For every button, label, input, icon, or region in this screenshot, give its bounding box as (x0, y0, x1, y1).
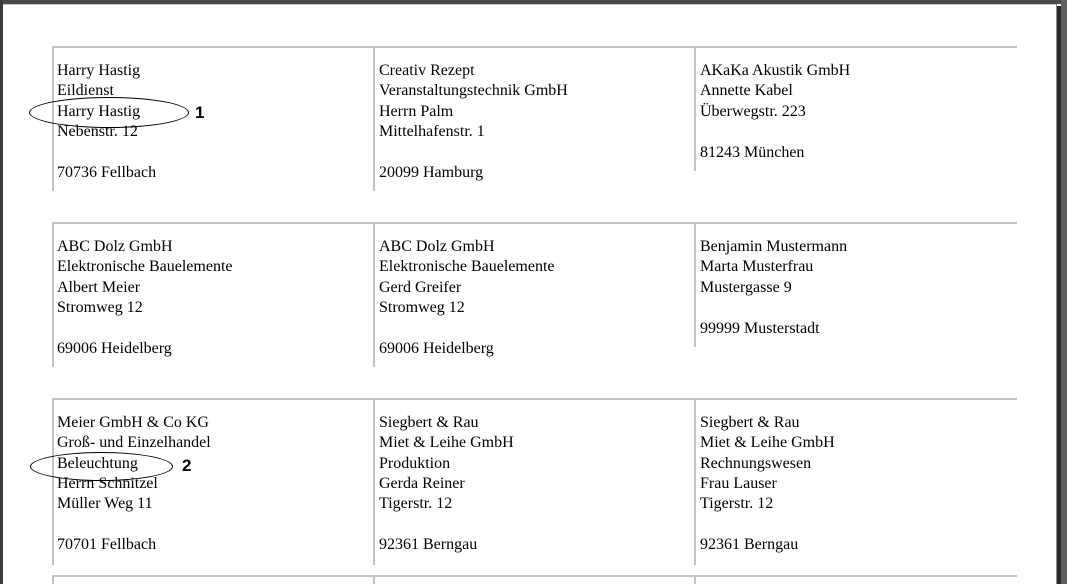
label-line: Elektronische Bauelemente (57, 258, 233, 275)
page-top-edge (3, 4, 1057, 5)
label-line: Gerda Reiner (379, 475, 465, 492)
annotation-marker-2: 2 (182, 456, 192, 475)
address-label (379, 61, 689, 186)
label-line: Harry Hastig (57, 62, 141, 79)
label-line: Albert Meier (57, 279, 141, 296)
label-line: Nebenstr. 12 (57, 123, 138, 140)
label-line: Müller Weg 11 (57, 495, 153, 512)
label-line: AKaKa Akustik GmbH (700, 62, 851, 79)
address-label (700, 237, 1010, 347)
label-line: Harry Hastig (57, 103, 141, 120)
label-line: Überwegstr. 223 (700, 103, 806, 120)
annotation-circle-1 (29, 97, 189, 128)
window-left-border (0, 0, 3, 584)
grid-line-col-1-left (52, 398, 54, 565)
label-line: Gerd Greifer (379, 279, 462, 296)
grid-line-col-2-left (373, 575, 375, 584)
label-line: Miet & Leihe GmbH (700, 434, 835, 451)
grid-line-col-2-left (373, 398, 375, 565)
annotation-circle-2 (30, 452, 173, 481)
page-shadow (1057, 6, 1061, 584)
label-line: Eildienst (57, 82, 114, 99)
label-line: 20099 Hamburg (379, 164, 484, 181)
grid-line-col-3-left (694, 575, 696, 584)
label-line: Miet & Leihe GmbH (379, 434, 514, 451)
grid-line-col-2-left (373, 46, 375, 191)
label-line: Mustergasse 9 (700, 279, 792, 296)
label-line: Marta Musterfrau (700, 258, 814, 275)
label-line: Meier GmbH & Co KG (57, 414, 209, 431)
label-line: Tigerstr. 12 (379, 495, 453, 512)
label-line: 70736 Fellbach (57, 164, 157, 181)
label-line: ABC Dolz GmbH (379, 238, 495, 255)
label-line: 92361 Berngau (379, 536, 478, 553)
grid-line-col-3-left (694, 46, 696, 171)
grid-line-row-4-top (52, 575, 1017, 577)
address-label (57, 237, 367, 362)
address-label (379, 237, 689, 362)
label-line: Groß- und Einzelhandel (57, 434, 211, 451)
label-line: 81243 München (700, 144, 805, 161)
address-label (700, 61, 1010, 171)
grid-line-col-1-left (52, 575, 54, 584)
grid-line-col-2-left (373, 222, 375, 367)
label-line: Tigerstr. 12 (700, 495, 774, 512)
label-line: ABC Dolz GmbH (57, 238, 173, 255)
label-line: 69006 Heidelberg (379, 340, 494, 357)
label-line: Mittelhafenstr. 1 (379, 123, 485, 140)
label-line: 92361 Berngau (700, 536, 799, 553)
label-line: Creativ Rezept (379, 62, 475, 79)
label-line: Siegbert & Rau (700, 414, 800, 431)
window-right-border (1061, 0, 1067, 584)
grid-line-col-3-left (694, 222, 696, 347)
label-line: Herrn Schnitzel (57, 475, 158, 492)
grid-line-col-1-left (52, 222, 54, 367)
label-line: Elektronische Bauelemente (379, 258, 555, 275)
label-line: Stromweg 12 (57, 299, 143, 316)
label-line: Beleuchtung (57, 455, 138, 472)
label-line: Siegbert & Rau (379, 414, 479, 431)
label-line: Produktion (379, 455, 451, 472)
label-line: Veranstaltungstechnik GmbH (379, 82, 568, 99)
label-line: 99999 Musterstadt (700, 320, 820, 337)
label-line: Frau Lauser (700, 475, 777, 492)
label-line: Herrn Palm (379, 103, 454, 120)
address-label (700, 413, 1010, 563)
address-label (57, 413, 367, 563)
label-line: Benjamin Mustermann (700, 238, 848, 255)
address-label (379, 413, 689, 563)
label-line: Annette Kabel (700, 82, 793, 99)
label-line: 69006 Heidelberg (57, 340, 172, 357)
label-line: Stromweg 12 (379, 299, 465, 316)
grid-line-row-1-top (52, 46, 1017, 48)
label-line: Rechnungswesen (700, 455, 812, 472)
annotation-marker-1: 1 (195, 103, 205, 122)
grid-line-col-3-left (694, 398, 696, 565)
grid-line-row-3-top (52, 398, 1017, 400)
grid-line-row-2-top (52, 222, 1017, 224)
label-line: 70701 Fellbach (57, 536, 157, 553)
